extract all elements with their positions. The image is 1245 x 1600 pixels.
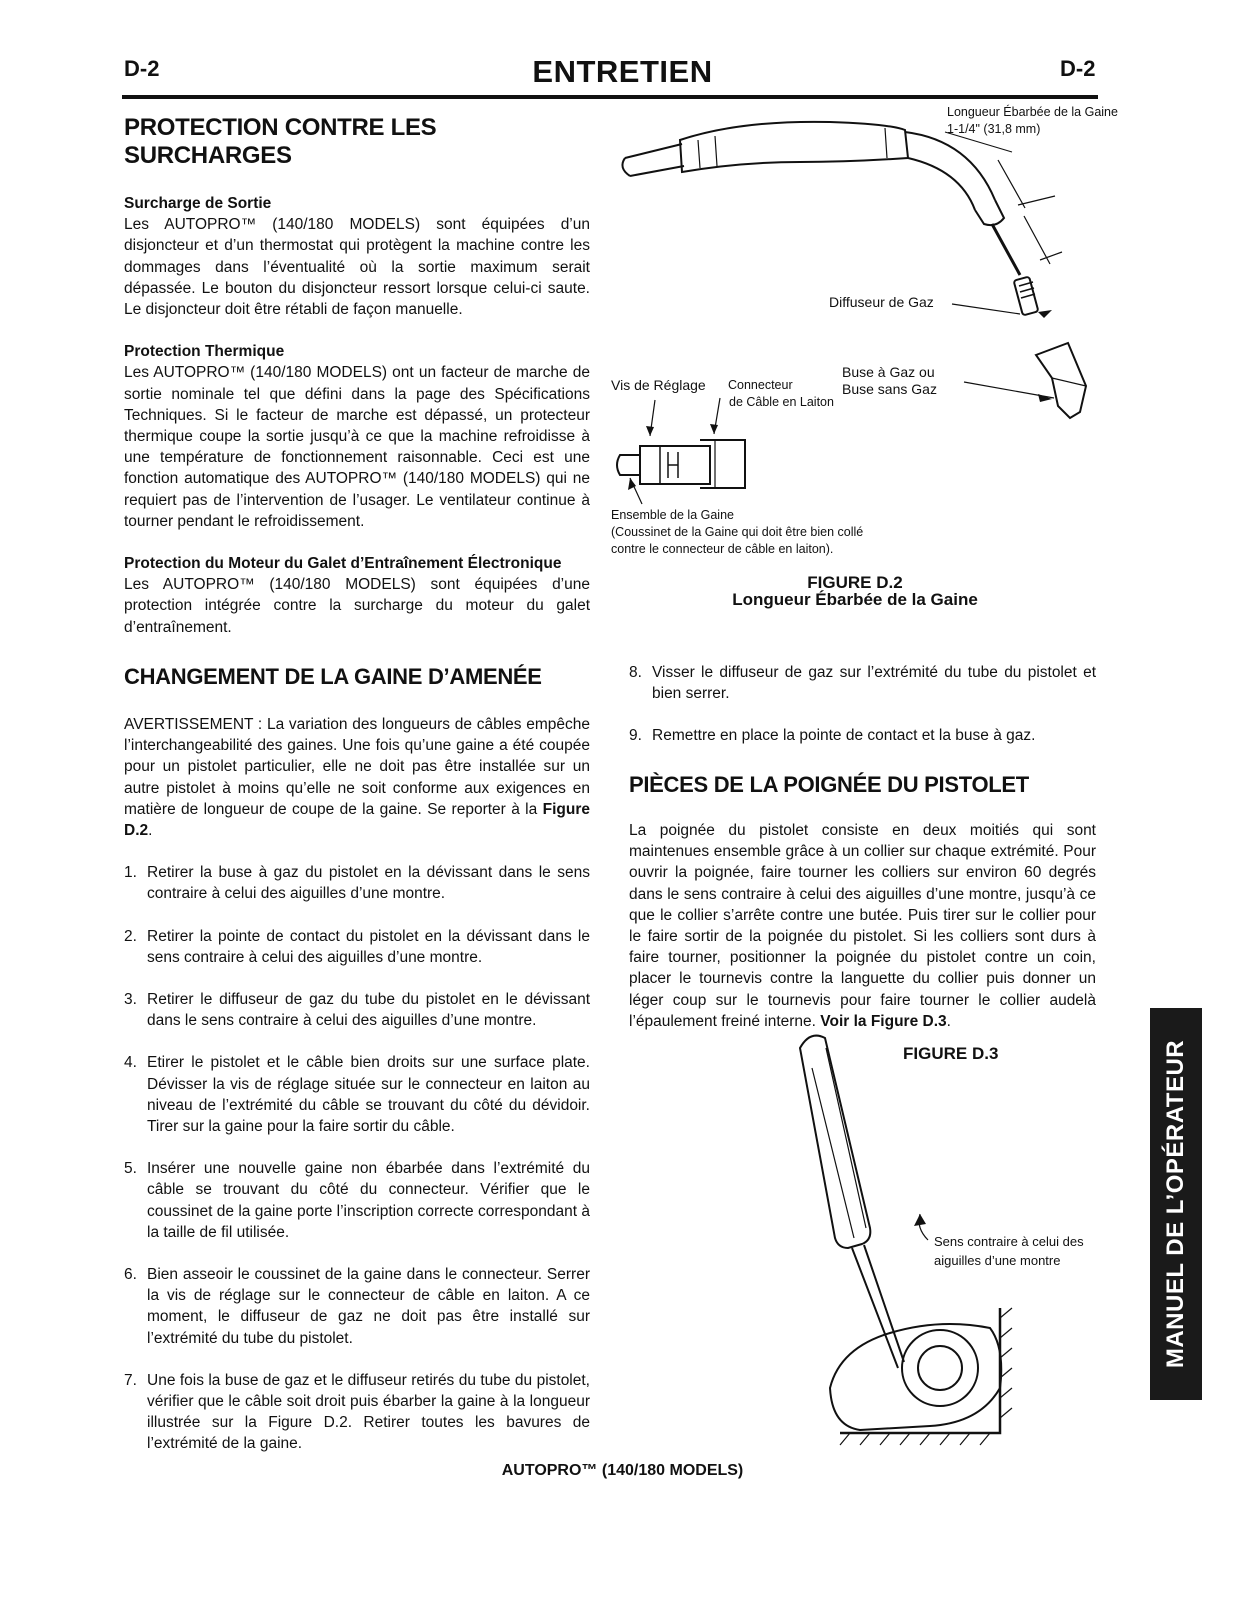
handle-text: La poignée du pistolet consiste en deux moitiés qui sont maintenues ensemble grâce à un collier sur chaque extrémité. Pour ouvrir la poignée, faire tourner les colliers sur environ 60 degrés dans le sens contraire à celui des aiguilles d’une montre, jusqu’à ce que le collier s’arrête contre une butée. Puis tirer sur le collier pour le faire sortir de la poignée du pistolet. Si les colliers sont durs à faire tourner, positionner la poignée du pistolet contre un coin, placer le tournevis contre la languette du collier puis donner un léger coup sur le tournevis pour faire tourner le collier audelà l’épaulement freiné interne.	[629, 822, 1096, 1030]
handle-end: .	[946, 1012, 951, 1030]
figure-d2-number: FIGURE D.2	[807, 573, 903, 592]
list-item	[124, 1370, 590, 1455]
list-item	[124, 989, 590, 1031]
subheading-output: Surcharge de Sortie	[124, 195, 272, 212]
figure-d2-label-nozzle	[842, 364, 937, 398]
figure-d3-label	[934, 1232, 1084, 1270]
figure-d2-label-connector	[728, 377, 834, 411]
handle-section	[629, 772, 1096, 1032]
handle-paragraph	[629, 820, 1096, 1032]
side-tab-label: MANUEL DE L’OPÉRATEUR	[1162, 1039, 1189, 1369]
warning-figure-ref: Figure D.2	[124, 800, 590, 840]
step-number: 7.	[124, 1371, 137, 1389]
liner-warning	[124, 714, 590, 841]
step-text: Insérer une nouvelle gaine non ébarbée dans l’extrémité du câble se trouvant du côté du connecteur. Vérifier que le coussinet de la gaine porte l’inscription correcte correspondant à la taille de fil utilisée.	[147, 1160, 590, 1241]
liner-label-line2: (Coussinet de la Gaine qui doit être bien collé	[611, 525, 864, 539]
page-number-left: D-2	[124, 56, 160, 81]
subheading-motor: Protection du Moteur du Galet d’Entraînement Électronique	[124, 555, 562, 573]
figure-d2-title: Longueur Ébarbée de la Gaine	[732, 590, 978, 609]
list-item	[629, 725, 1096, 746]
figure-d3-caption: FIGURE D.3	[903, 1044, 999, 1063]
step-number: 9.	[629, 727, 642, 745]
warning-end: .	[148, 822, 153, 840]
liner-steps-list-continued	[629, 662, 1096, 747]
list-item	[124, 1052, 590, 1137]
thermal-text: Les AUTOPRO™ (140/180 MODELS) ont un facteur de marche de sortie nominale tel que défini dans la page des Spécifications Techniques. Si le facteur de marche est dépassé, un protecteur thermique coupe la sortie jusqu’à ce que la machine refroidisse à une température de fonctionnement raisonnable. Ceci est une fonction automatique des AUTOPRO™ (140/180 MODELS) qui ne requiert pas de l’intervention de l’usager. Le ventilateur continue à tourner pendant le refroidissement.	[124, 364, 590, 530]
liner-label-line1: Ensemble de la Gaine	[611, 508, 734, 522]
overload-section	[124, 114, 590, 638]
overload-output-paragraph	[124, 193, 590, 320]
figure-d2-label-screw: Vis de Réglage	[611, 377, 706, 393]
list-item	[124, 862, 590, 904]
handle-figure-ref: Voir la Figure D.3	[820, 1012, 947, 1030]
step-text: Bien asseoir le coussinet de la gaine dans le connecteur. Serrer la vis de réglage sur le connecteur de câble en laiton. A ce moment, le diffuseur de gaz ne doit pas être installé sur l’extrémité du tube du pistolet.	[147, 1266, 590, 1347]
overload-motor-paragraph	[124, 553, 590, 638]
overload-thermal-paragraph	[124, 341, 590, 532]
liner-heading: CHANGEMENT DE LA GAINE D’AMENÉE	[124, 664, 542, 689]
step-text: Une fois la buse de gaz et le diffuseur retirés du tube du pistolet, vérifier que le câble soit droit puis ébarber la gaine à la longueur illustrée sur la Figure D.2. Retirer toutes les bavures de l’extrémité de la gaine.	[147, 1371, 590, 1453]
subheading-thermal: Protection Thermique	[124, 343, 285, 361]
step-text: Retirer le diffuseur de gaz du tube du pistolet en le dévissant dans le sens contraire à celui des aiguilles d’une montre.	[147, 991, 590, 1030]
handle-heading: PIÈCES DE LA POIGNÉE DU PISTOLET	[629, 772, 1029, 797]
trim-length-value: 1-1/4" (31,8 mm)	[947, 122, 1041, 136]
liner-label-line3: contre le connecteur de câble en laiton).	[611, 542, 834, 556]
warning-text: AVERTISSEMENT : La variation des longueurs de câbles empêche l’interchangeabilité des gaines. Une fois qu’une gaine a été coupée pour un pistolet particulier, elle ne doit pas être installée sur un autre pistolet à moins qu’elle ne soit conforme aux exigences en matière de longueur de coupe de la gaine. Se reporter à la	[124, 716, 590, 818]
list-item	[629, 662, 1096, 704]
step-number: 8.	[629, 664, 642, 681]
page-title: ENTRETIEN	[532, 54, 713, 89]
figure-d2-caption	[630, 574, 1080, 608]
rotation-label-line1: Sens contraire à celui des	[934, 1234, 1084, 1249]
output-text: Les AUTOPRO™ (140/180 MODELS) sont équipées d’un disjoncteur et d’un thermostat qui protègent la machine contre les dommages dans l’éventualité où la sortie maximum serait dépassée. Le bouton du disjoncteur ressort lorsque celui-ci saute. Le disjoncteur doit être rétabli de façon manuelle.	[124, 216, 590, 319]
header-rule	[122, 95, 1098, 99]
side-tab	[1150, 1008, 1202, 1400]
rotation-label-line2: aiguilles d’une montre	[934, 1253, 1061, 1268]
trim-length-label: Longueur Ébarbée de la Gaine	[947, 105, 1118, 119]
footer-model: AUTOPRO™ (140/180 MODELS)	[501, 1462, 744, 1479]
liner-steps-list	[124, 862, 590, 1454]
liner-steps-continued	[629, 662, 1096, 768]
step-number: 6.	[124, 1266, 137, 1284]
step-number: 5.	[124, 1160, 137, 1178]
figure-d2-label-liner	[611, 507, 863, 558]
page-number-right: D-2	[1060, 56, 1096, 81]
liner-section	[124, 664, 590, 1476]
step-text: Visser le diffuseur de gaz sur l’extrémité du tube du pistolet et bien serrer.	[652, 664, 1096, 703]
connector-label-line1: Connecteur	[728, 378, 793, 392]
list-item	[124, 1264, 590, 1349]
nozzle-label-line1: Buse à Gaz ou	[842, 364, 935, 380]
step-text: Etirer le pistolet et le câble bien droits sur une surface plate. Dévisser la vis de réglage située sur le connecteur en laiton au niveau de l’extrémité du câble se trouvant du côté du dévidoir. Tirer sur la gaine pour la faire sortir du câble.	[147, 1054, 590, 1136]
step-number: 2.	[124, 927, 137, 945]
connector-label-line2: de Câble en Laiton	[729, 395, 834, 409]
list-item	[124, 926, 590, 968]
motor-text: Les AUTOPRO™ (140/180 MODELS) sont équipées d’une protection intégrée contre la surcharge du moteur du galet d’entraînement.	[124, 576, 590, 636]
step-number: 3.	[124, 991, 137, 1009]
step-number: 4.	[124, 1054, 137, 1072]
figure-d2-label-trim	[947, 104, 1118, 138]
list-item	[124, 1158, 590, 1243]
figure-d2-label-diffuser: Diffuseur de Gaz	[829, 294, 934, 310]
step-number: 1.	[124, 864, 137, 882]
step-text: Retirer la pointe de contact du pistolet en la dévissant dans le sens contraire à celui des aiguilles d’une montre.	[147, 927, 590, 966]
overload-heading: PROTECTION CONTRE LES SURCHARGES	[124, 114, 437, 169]
step-text: Retirer la buse à gaz du pistolet en la dévissant dans le sens contraire à celui des aiguilles d’une montre.	[147, 864, 590, 903]
nozzle-label-line2: Buse sans Gaz	[842, 381, 937, 397]
step-text: Remettre en place la pointe de contact et la buse à gaz.	[652, 727, 1036, 745]
